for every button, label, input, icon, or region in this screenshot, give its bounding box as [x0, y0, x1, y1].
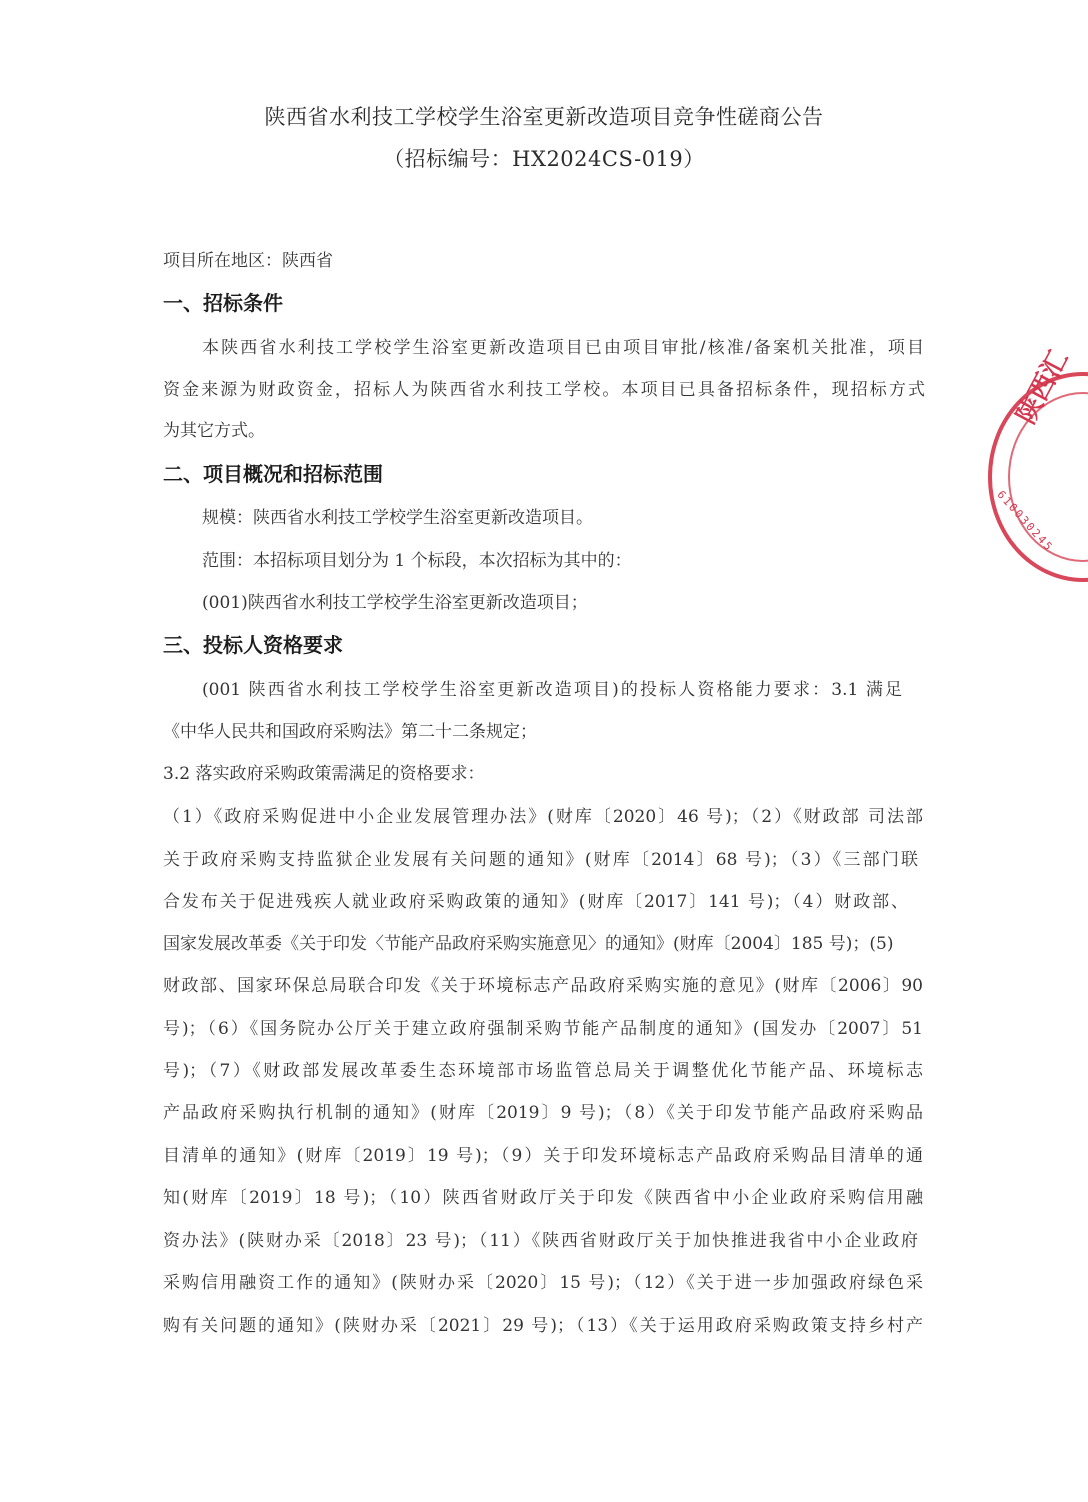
section2-line: (001)陕西省水利技工学校学生浴室更新改造项目；	[202, 593, 588, 613]
section3-line: 知(财库〔2019〕18 号)；（10）陕西省财政厅关于印发《陕西省中小企业政府采购信用融	[163, 1188, 923, 1208]
tender-number: （招标编号：HX2024CS-019）	[383, 147, 705, 171]
section1-line: 资金来源为财政资金，招标人为陕西省水利技工学校。本项目已具备招标条件，现招标方式	[163, 380, 925, 400]
section3-line: 目清单的通知》(财库〔2019〕19 号)；（9）关于印发环境标志产品政府采购品目清单的通	[163, 1146, 923, 1166]
section3-line: 号)；（7）《财政部发展改革委生态环境部市场监管总局关于调整优化节能产品、环境标志	[163, 1061, 923, 1081]
section3-line: 3.2 落实政府采购政策需满足的资格要求：	[163, 764, 485, 784]
section3-line: （1）《政府采购促进中小企业发展管理办法》(财库〔2020〕46 号)；（2）《财政部 司法部	[163, 807, 923, 827]
official-seal-stamp	[988, 345, 1088, 582]
section3-line: 《中华人民共和国政府采购法》第二十二条规定；	[163, 722, 537, 742]
section1-line: 本陕西省水利技工学校学生浴室更新改造项目已由项目审批/核准/备案机关批准，项目	[202, 338, 924, 358]
section3-line: 采购信用融资工作的通知》(陕财办采〔2020〕15 号)；（12）《关于进一步加强政府绿色采	[163, 1273, 923, 1293]
section3-line: 关于政府采购支持监狱企业发展有关问题的通知》(财库〔2014〕68 号)；（3）《三部门联	[163, 850, 918, 870]
section2-heading: 二、项目概况和招标范围	[163, 462, 383, 486]
seal-text: 陕西汇	[1011, 345, 1075, 429]
document-title: 陕西省水利技工学校学生浴室更新改造项目竞争性磋商公告	[264, 105, 824, 129]
section3-heading: 三、投标人资格要求	[163, 633, 343, 657]
section3-line: 号)；（6）《国务院办公厅关于建立政府强制采购节能产品制度的通知》(国发办〔2007〕51	[163, 1019, 923, 1039]
section3-line: 国家发展改革委《关于印发〈节能产品政府采购实施意见〉的通知》(财库〔2004〕185 号)；(5)	[163, 934, 894, 954]
section3-line: (001 陕西省水利技工学校学生浴室更新改造项目)的投标人资格能力要求：3.1 满足	[202, 680, 902, 700]
section3-line: 合发布关于促进残疾人就业政府采购政策的通知》(财库〔2017〕141 号)；（4）财政部、	[163, 892, 908, 912]
section3-line: 产品政府采购执行机制的通知》(财库〔2019〕9 号)；（8）《关于印发节能产品政府采购品	[163, 1103, 923, 1123]
section1-line: 为其它方式。	[163, 421, 265, 441]
project-region: 项目所在地区：陕西省	[163, 251, 333, 271]
section1-heading: 一、招标条件	[163, 291, 283, 315]
section2-line: 范围：本招标项目划分为 1 个标段，本次招标为其中的：	[202, 551, 632, 571]
section3-line: 财政部、国家环保总局联合印发《关于环境标志产品政府采购实施的意见》(财库〔2006〕90	[163, 976, 923, 996]
section3-line: 资办法》(陕财办采〔2018〕23 号)；（11）《陕西省财政厅关于加快推进我省中小企业政府	[163, 1231, 918, 1251]
seal-number: 610030245	[994, 488, 1056, 555]
section2-line: 规模：陕西省水利技工学校学生浴室更新改造项目。	[202, 508, 593, 528]
section3-line: 购有关问题的通知》(陕财办采〔2021〕29 号)；（13）《关于运用政府采购政策支持乡村产	[163, 1316, 923, 1336]
